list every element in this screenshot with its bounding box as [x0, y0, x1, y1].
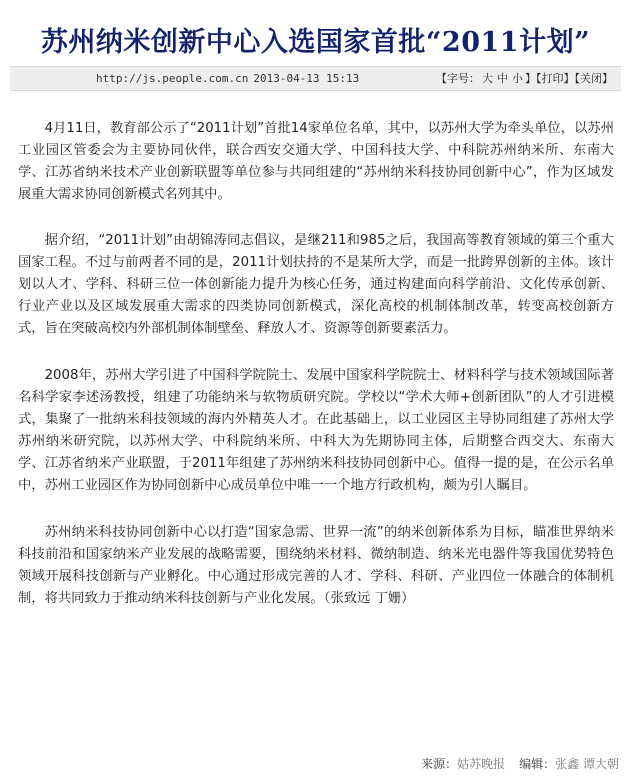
article-toolbar — [436, 67, 613, 90]
article-paragraph-2: 据介绍，“2011计划”由胡锦涛同志倡议，是继211和985之后，我国高等教育领域的第三个重大国家工程。不过与前两者不同的是，2011计划扶持的不是某所大学，而是一批跨界创新的主体。该计划以人才、学科、科研三位一体创新能力提升为核心任务，通过构建面向科学前沿、文化传承创新、行业产业以及区域发展重大需求的四类协同创新模式，深化高校的机制体制改革，转变高校创新方式，旨在突破高校内外部机制体制壁垒、释放人才、资源等创新要素活力。 — [18, 233, 614, 336]
font-size-large-button[interactable]: 大 — [482, 72, 493, 85]
page-title: 苏州纳米创新中心入选国家首批“2011计划” — [40, 27, 591, 58]
article-paragraph-1: 4月11日，教育部公示了“2011计划”首批14家单位名单，其中，以苏州大学为牵头单位，以苏州工业园区管委会为主要协同伙伴，联合西安交通大学、中国科技大学、中科院苏州纳米所、东南大学、江苏省纳米技术产业创新联盟等单位参与共同组建的“苏州纳米科技协同创新中心”，作为区域发展重大需求协同创新模式名列其中。 — [18, 121, 614, 202]
article-meta — [96, 67, 359, 90]
font-size-label-close: 】 — [525, 72, 536, 85]
article-footer — [421, 755, 619, 772]
article-datetime: 2013-04-13 15:13 — [253, 72, 360, 85]
source-value: 姑苏晚报 — [457, 757, 506, 771]
font-size-small-button[interactable]: 小 — [512, 72, 523, 85]
article-paragraph-3: 2008年，苏州大学引进了中国科学院院士、发展中国家科学院院士、材料科学与技术领域国际著名科学家李述汤教授，组建了功能纳米与软物质研究院。学校以“学术大师+创新团队”的人才引进模式，集聚了一批纳米科技领域的海内外精英人才。在此基础上，以工业园区主导协同组建了苏州大学苏州纳米研究院，以苏州大学、中科院纳米所、中科大为先期协同主体，后期整合西交大、东南大学、江苏省纳米产业联盟，于2011年组建了苏州纳米科技协同创新中心。值得一提的是，在公示名单中，苏州工业园区作为协同创新中心成员单位中唯一一个地方行政机构，颇为引人瞩目。 — [18, 368, 614, 493]
article-paragraph-4: 苏州纳米科技协同创新中心以打造“国家急需、世界一流”的纳米创新体系为目标，瞄准世界纳米科技前沿和国家纳米产业发展的战略需要，围绕纳米材料、微纳制造、纳米光电器件等我国优势特色领域开展科技创新与产业孵化。中心通过形成完善的人才、学科、科研、产业四位一体融合的体制机制，将共同致力于推动纳米科技创新与产业化发展。（张致远 丁姗） — [18, 525, 614, 606]
meta-bar — [10, 66, 621, 91]
close-button[interactable]: 【关闭】 — [574, 72, 613, 85]
editor-value: 张鑫 谭大朝 — [555, 757, 619, 771]
article-url: http://js.people.com.cn — [96, 72, 249, 85]
editor-label: 编辑： — [519, 757, 556, 771]
font-size-label-open: 【字号： — [436, 72, 480, 85]
print-button[interactable]: 【打印】 — [536, 72, 575, 85]
font-size-medium-button[interactable]: 中 — [497, 72, 508, 85]
article-body — [18, 118, 614, 635]
source-label: 来源： — [421, 757, 458, 771]
